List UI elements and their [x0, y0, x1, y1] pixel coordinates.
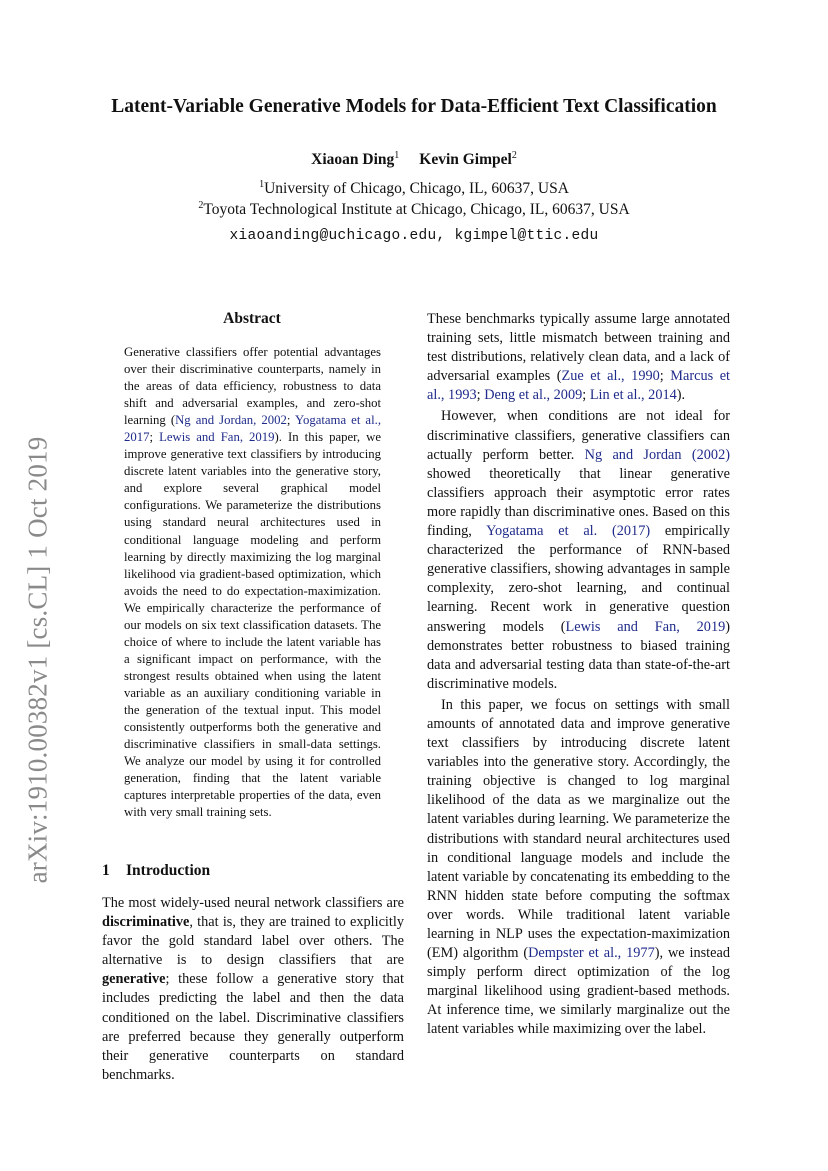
citation-separator: ;: [659, 368, 671, 385]
citation-link[interactable]: Lewis and Fan, 2019: [565, 618, 726, 635]
citation-separator: ;: [286, 413, 296, 428]
affiliation: [0, 201, 828, 219]
body-paragraph: [427, 310, 730, 405]
body-text: ; these follow a generative story that includes predicting the label and then the data conditioned on the label. Discriminative classifiers are preferred because they generally outperform their generative counterparts on standard benchmarks.: [102, 971, 404, 1083]
body-text: ), we instead simply perform direct optimization of the log marginal likelihood using gradient-based methods. At inference time, we similarly marginalize out the latent variables while maximizing over the label.: [427, 945, 730, 1038]
citation-separator: ;: [476, 387, 485, 404]
citation-link[interactable]: Deng et al., 2009: [484, 387, 583, 404]
body-text: , that is, they are trained to explicitly favor the gold standard label over others. The alternative is to design classifiers that are: [102, 914, 404, 969]
author-name: Xiaoan Ding: [311, 151, 395, 168]
body-paragraph: [427, 407, 730, 693]
citation-link[interactable]: Lin et al., 2014: [589, 387, 677, 404]
introduction-paragraph-1: [102, 894, 404, 1085]
body-text: The most widely-used neural network classifiers are: [102, 895, 404, 911]
arxiv-identifier-stamp: arXiv:1910.00382v1 [cs.CL] 1 Oct 2019: [22, 436, 53, 884]
right-column: [427, 310, 730, 1040]
abstract-body: [124, 344, 381, 821]
body-text: ).: [676, 387, 686, 404]
author-emails: xiaoanding@uchicago.edu, kgimpel@ttic.edu: [229, 228, 599, 244]
citation-separator: ;: [582, 387, 590, 404]
affiliation: [0, 180, 828, 198]
affiliation-mark: 1: [259, 179, 265, 190]
citation-link[interactable]: Ng and Jordan (2002): [584, 446, 730, 463]
section-title: Introduction: [126, 862, 211, 879]
abstract-text: Generative classifiers offer potential advantages over their discriminative counterparts, namely in the areas of data efficiency, robustness to data shift and adversarial examples, and zero-shot learning (: [124, 345, 381, 428]
affiliation-mark: 2: [198, 200, 204, 211]
author-list: [0, 151, 828, 169]
citation-separator: ;: [149, 430, 160, 445]
body-text: However, when conditions are not ideal for discriminative classifiers, generative classifiers can actually perform better.: [427, 408, 730, 463]
citation-link[interactable]: Marcus et al., 1993: [427, 368, 731, 404]
author-affiliation-mark: 1: [394, 150, 400, 161]
emphasis-term: generative: [102, 971, 166, 988]
author-affiliation-mark: 2: [511, 150, 517, 161]
body-text: These benchmarks typically assume large annotated training sets, little mismatch between training and test distributions, relatively clean data, and a lack of adversarial examples (: [427, 311, 730, 385]
body-text: In this paper, we focus on settings with small amounts of annotated data and improve generative text classifiers by introducing discrete latent variables into the generative story. Accordingly, the training objective is changed to log marginal likelihood of the data as we marginalize out the latent variables during learning. We parameterize the distributions with standard neural architectures used in conditional language models and include the latent variable by concatenating its embedding to the RNN hidden state before computing the softmax over words. While traditional latent variable learning in NLP uses the expectation-maximization (EM) algorithm (: [427, 696, 730, 962]
affiliation-text: Toyota Technological Institute at Chicago, Chicago, IL, 60637, USA: [203, 201, 630, 218]
affiliation-text: University of Chicago, Chicago, IL, 60637, USA: [264, 180, 569, 197]
citation-link[interactable]: Zue et al., 1990: [561, 368, 660, 385]
section-heading-introduction: [102, 862, 210, 880]
citation-link[interactable]: Lewis and Fan, 2019: [159, 430, 275, 445]
abstract-paragraph: [124, 344, 381, 821]
author-name: Kevin Gimpel: [419, 151, 512, 168]
citation-link[interactable]: Yogatama et al. (2017): [486, 523, 651, 540]
body-text: empirically characterized the performance of RNN-based generative classifiers, showing advantages in sample complexity, zero-shot learning, and continual learning. Recent work in generative question answering models (: [427, 523, 730, 635]
citation-link[interactable]: Yogatama et al., 2017: [124, 413, 382, 445]
body-paragraph: [427, 696, 730, 1040]
body-paragraph: [102, 894, 404, 1085]
section-number: 1: [102, 862, 110, 879]
body-text: ) demonstrates better robustness to biased training data and adversarial testing data than state-of-the-art discriminative models.: [427, 618, 731, 692]
citation-link[interactable]: Dempster et al., 1977: [528, 945, 655, 962]
abstract-heading: Abstract: [223, 310, 281, 327]
citation-link[interactable]: Ng and Jordan, 2002: [175, 413, 287, 428]
abstract-text: ). In this paper, we improve generative text classifiers by introducing discrete latent variables into the generative story, and explore several graphical model configurations. We parameterize the distributions using standard neural architectures used in conditional language modeling and perform learning by directly maximizing the log marginal likelihood via gradient-based optimization, which avoids the need to do expectation-maximization. We empirically characterize the performance of our models on six text classification datasets. The choice of where to include the latent variable has a significant impact on performance, with the strongest results obtained when using the latent variable as an auxiliary conditioning variable in the generation of the textual input. This model consistently outperforms both the generative and discriminative classifiers in small-data settings. We analyze our model by using it for controlled generation, finding that the latent variable captures interpretable properties of the data, even with very small training sets.: [124, 430, 381, 820]
body-text: showed theoretically that linear generative classifiers approach their asymptotic error rates more rapidly than discriminative ones. Based on this finding,: [427, 465, 730, 540]
paper-title: Latent-Variable Generative Models for Data-Efficient Text Classification: [111, 96, 717, 117]
emphasis-term: discriminative: [102, 914, 190, 931]
